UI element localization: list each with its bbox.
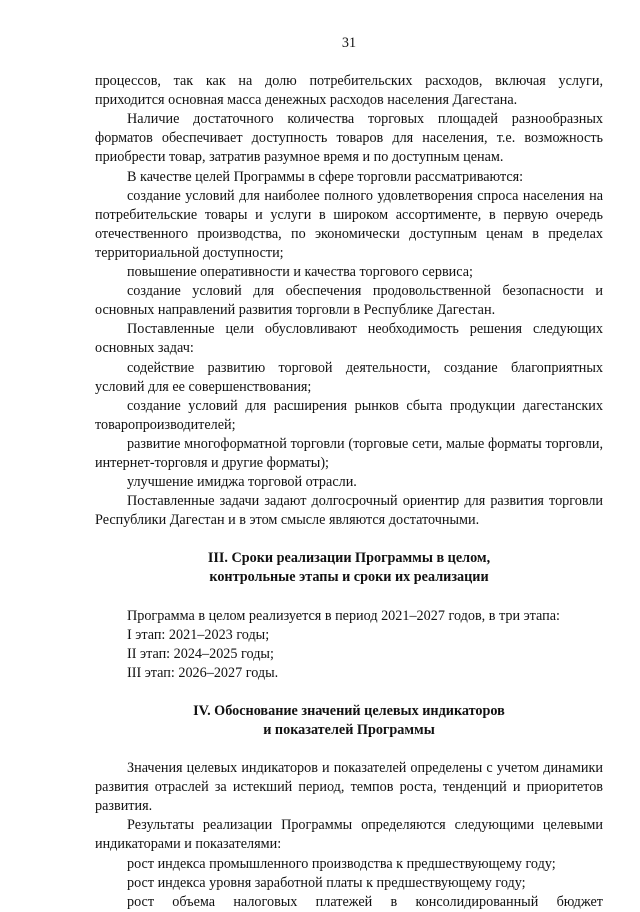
- paragraph: улучшение имиджа торговой отрасли.: [127, 474, 357, 491]
- paragraph: содействие развитию торговой деятельности, создание благоприятных условий для ее совершенствования;: [95, 359, 603, 395]
- section-heading-line: IV. Обоснование значений целевых индикаторов: [193, 702, 505, 719]
- section-heading-line: III. Сроки реализации Программы в целом,: [207, 550, 491, 567]
- paragraph: Программа в целом реализуется в период 2021–2027 годов, в три этапа:: [127, 607, 560, 624]
- page-number: 31: [341, 35, 357, 51]
- document-page: [95, 34, 603, 912]
- section-heading-line: и показателей Программы: [263, 722, 435, 738]
- paragraph: В качестве целей Программы в сфере торговли рассматриваются:: [127, 168, 524, 185]
- section-heading-4: [95, 702, 603, 740]
- paragraph: процессов, так как на долю потребительских расходов, включая услуги, приходится основная масса денежных расходов населения Дагестана.: [95, 73, 603, 109]
- paragraph: Поставленные цели обусловливают необходимость решения следующих основных задач:: [95, 321, 603, 357]
- section-heading-3: [95, 549, 603, 587]
- section-body-terms: [95, 607, 603, 683]
- paragraph: Поставленные задачи задают долгосрочный ориентир для развития торговли Республики Дагестан и в этом смысле являются достаточными.: [95, 493, 603, 529]
- paragraph: Наличие достаточного количества торговых площадей разнообразных форматов обеспечивает доступность товаров для населения, т.е. возможность приобрести товар, затратив разумное время и по доступным ценам.: [95, 111, 603, 166]
- section-body-indicators: [95, 759, 603, 912]
- paragraph: повышение оперативности и качества торгового сервиса;: [127, 264, 473, 281]
- paragraph: I этап: 2021–2023 годы;: [127, 626, 270, 643]
- paragraph: рост индекса уровня заработной платы к предшествующему году;: [127, 874, 526, 891]
- paragraph: создание условий для обеспечения продовольственной безопасности и основных направлений развития торговли в Республике Дагестан.: [95, 283, 603, 319]
- paragraph: III этап: 2026–2027 годы.: [127, 664, 279, 681]
- section-heading-line: контрольные этапы и сроки их реализации: [209, 569, 489, 586]
- paragraph: создание условий для наиболее полного удовлетворения спроса населения на потребительские товары и услуги в широком ассортименте, в первую очередь отечественного производства, по экономически доступным ценам в пределах территориальной доступности;: [95, 187, 603, 261]
- paragraph: Результаты реализации Программы определяются следующими целевыми индикаторами и показателями:: [95, 817, 603, 853]
- paragraph: рост индекса промышленного производства к предшествующему году;: [127, 855, 556, 872]
- paragraph: рост объема налоговых платежей в консолидированный бюджет: [127, 893, 603, 910]
- paragraph: Значения целевых индикаторов и показателей определены с учетом динамики развития отраслей за истекший период, темпов роста, тенденций и приоритетов развития.: [95, 760, 603, 815]
- paragraph: II этап: 2024–2025 годы;: [127, 645, 274, 662]
- paragraph: развитие многоформатной торговли (торговые сети, малые форматы торговли, интернет-торговля и другие форматы);: [95, 435, 603, 471]
- paragraph: создание условий для расширения рынков сбыта продукции дагестанских товаропроизводителей;: [95, 397, 603, 433]
- section-body-intro: [95, 72, 603, 530]
